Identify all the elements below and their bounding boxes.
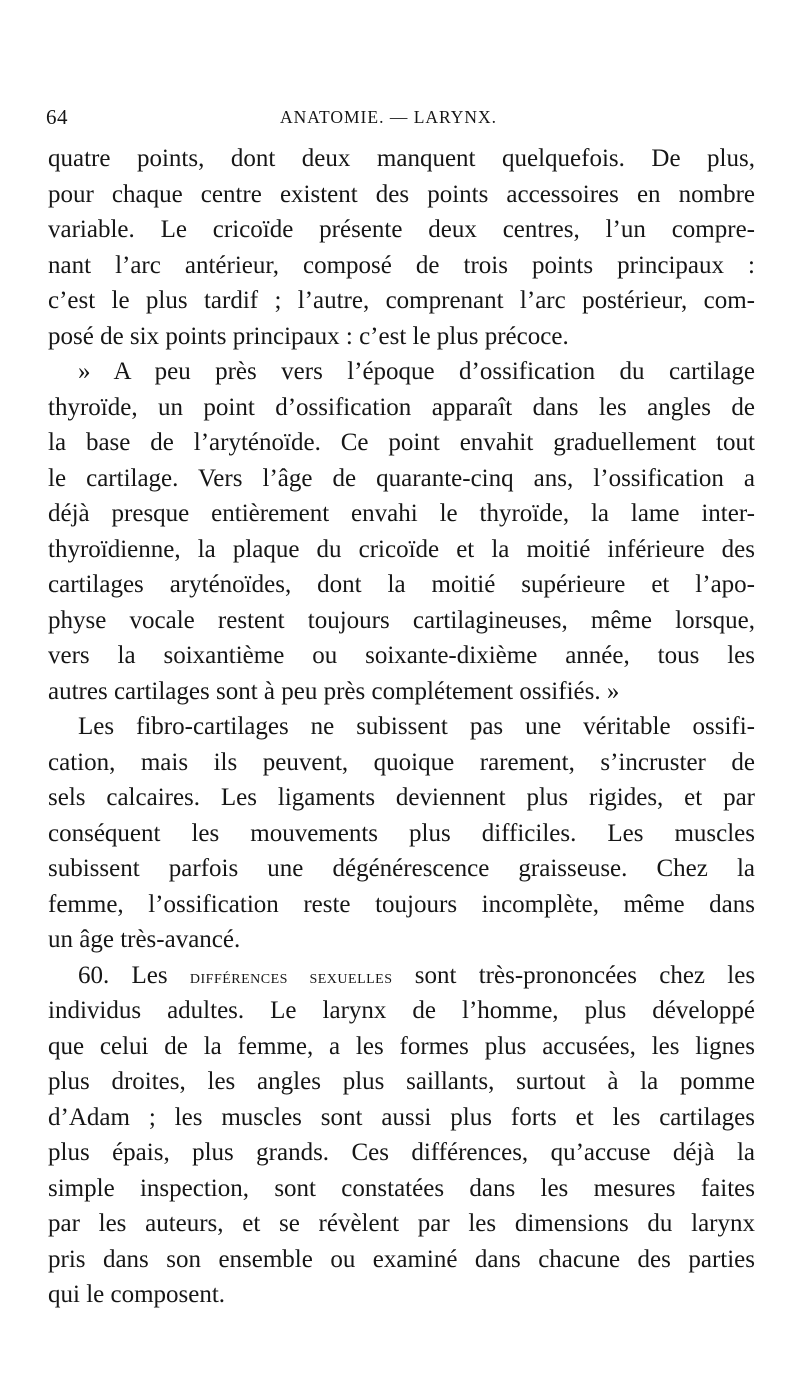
text-line: » A peu près vers l’époque d’ossification du cartilage [78, 358, 755, 385]
text-line: la base de l’aryténoïde. Ce point envahit graduellement tout [48, 429, 755, 456]
text-line: sels calcaires. Les ligaments deviennent plus rigides, et par [48, 784, 755, 811]
section-lead: Les [131, 961, 168, 989]
running-title: ANATOMIE. — LARYNX. [280, 107, 498, 127]
section-heading: différences sexuelles [189, 965, 393, 988]
text-line: par les auteurs, et se révèlent par les dimensions du larynx [48, 1210, 755, 1237]
text-line: déjà presque entièrement envahi le thyroïde, la lame inter- [48, 500, 755, 527]
text-line: thyroïde, un point d’ossification apparaît dans les angles de [48, 393, 755, 421]
text-line: d’Adam ; les muscles sont aussi plus forts et les cartilages [48, 1103, 755, 1131]
section-rest: sont très-prononcées chez les [414, 961, 756, 989]
text-line: pour chaque centre existent des points accessoires en nombre [48, 180, 755, 208]
text-line: un âge très-avancé. [48, 926, 241, 953]
text-line: posé de six points principaux : c’est le plus précoce. [48, 322, 569, 350]
text-line: vers la soixantième ou soixante-dixième année, tous les [48, 642, 755, 669]
text-line: thyroïdienne, la plaque du cricoïde et la moitié inférieure des [48, 535, 755, 563]
text-line: c’est le plus tardif ; l’autre, comprenant l’arc postérieur, com- [48, 287, 755, 314]
text-line: autres cartilages sont à peu près complétement ossifiés. » [48, 677, 620, 705]
text-line: conséquent les mouvements plus difficiles. Les muscles [48, 819, 755, 847]
text-line: qui le composent. [48, 1281, 226, 1308]
text-line: plus épais, plus grands. Ces différences, qu’accuse déjà la [48, 1139, 755, 1166]
text-line: cartilages aryténoïdes, dont la moitié supérieure et l’apo- [48, 571, 755, 598]
text-line: physe vocale restent toujours cartilagineuses, même lorsque, [48, 606, 755, 634]
section-number: 60. [78, 961, 110, 989]
text-line: individus adultes. Le larynx de l’homme, plus développé [48, 997, 755, 1024]
section-60-line [48, 958, 755, 994]
text-line: nant l’arc antérieur, composé de trois points principaux : [48, 251, 755, 279]
body-text [48, 141, 755, 1313]
text-line: cation, mais ils peuvent, quoique rarement, s’incruster de [48, 748, 755, 776]
text-line: subissent parfois une dégénérescence graisseuse. Chez la [48, 855, 755, 882]
text-line: le cartilage. Vers l’âge de quarante-cinq ans, l’ossification a [48, 464, 755, 492]
page-number: 64 [46, 105, 68, 129]
text-line: plus droites, les angles plus saillants, surtout à la pomme [48, 1068, 755, 1095]
text-line: que celui de la femme, a les formes plus accusées, les lignes [48, 1032, 755, 1060]
text-line: variable. Le cricoïde présente deux centres, l’un compre- [48, 216, 755, 243]
text-line: pris dans son ensemble ou examiné dans chacune des parties [48, 1245, 755, 1273]
text-line: quatre points, dont deux manquent quelquefois. De plus, [48, 145, 755, 172]
text-line: simple inspection, sont constatées dans les mesures faites [48, 1174, 755, 1202]
running-header [46, 105, 766, 135]
text-line: Les fibro-cartilages ne subissent pas une véritable ossifi- [78, 713, 755, 740]
text-line: femme, l’ossification reste toujours incomplète, même dans [48, 890, 755, 918]
